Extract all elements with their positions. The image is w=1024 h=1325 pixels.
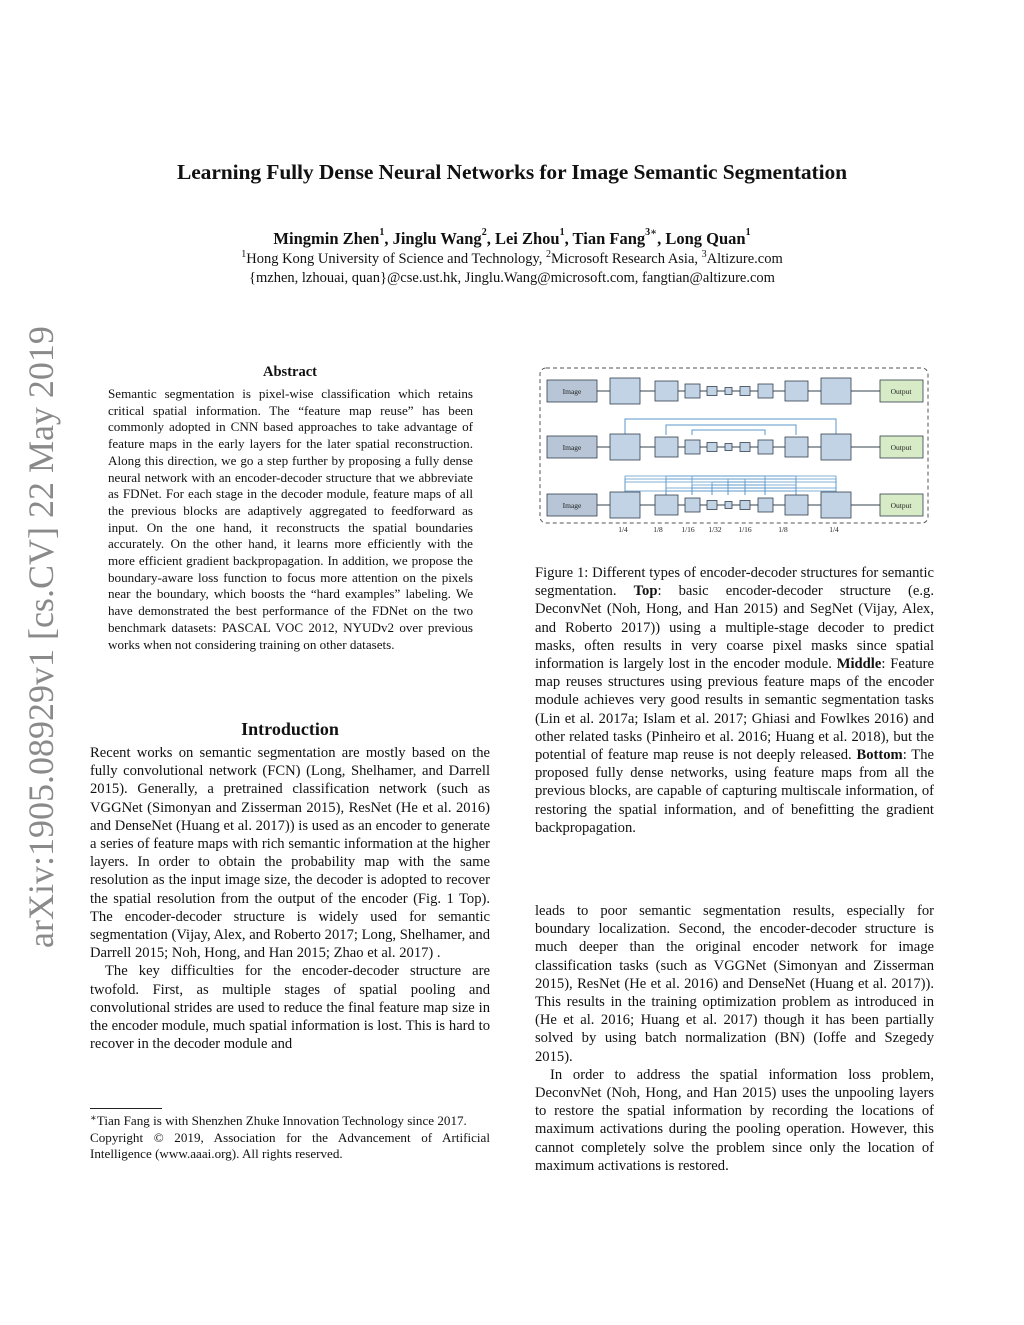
feature-map-block (785, 381, 808, 401)
footnote (90, 1113, 490, 1163)
skip-connection (692, 430, 765, 435)
author-name: Tian Fang (572, 229, 646, 248)
caption-text: : The proposed fully dense networks, using feature maps from all the previous blocks, are capable of capturing multiscale information, of restoring the spatial information, and of benefitting the gradient backpropagation. (535, 747, 934, 836)
feature-map-block (655, 381, 678, 401)
caption-text: Figure 1: Different types of encoder-decoder structures for semantic segmentation. (535, 565, 934, 600)
author-affiliation-mark: 1 (559, 227, 565, 238)
paragraph: The key difficulties for the encoder-decoder structure are twofold. First, as multiple stages of spatial pooling and convolutional strides are used to reduce the final feature map size in the encoder module, much spatial information is lost. This is hard to recover in the decoder module and (90, 963, 490, 1053)
author-affiliation-mark: 1 (379, 227, 385, 238)
skip-connection (625, 419, 836, 435)
copyright-icon: © (153, 1129, 164, 1145)
dense-connection (728, 488, 836, 495)
introduction-right-column (535, 902, 934, 1175)
output-label: Output (890, 501, 912, 510)
dense-connection (728, 479, 745, 495)
caption-keyword-middle: Middle (836, 656, 882, 673)
dense-connection (666, 479, 836, 495)
introduction-heading: Introduction (241, 719, 339, 739)
output-label: Output (890, 443, 912, 452)
abstract-heading: Abstract (263, 364, 317, 380)
feature-map-block (707, 443, 717, 452)
feature-map-block (821, 378, 851, 404)
diagram-row-bottom (547, 476, 923, 518)
feature-map-block (655, 437, 678, 457)
scale-labels (618, 525, 839, 534)
dense-connection (712, 482, 745, 495)
author-affiliation-mark: 3∗ (645, 227, 658, 238)
feature-map-block (610, 492, 640, 518)
feature-map-block (740, 501, 750, 510)
scale-label: 1/4 (618, 525, 628, 534)
diagram-row-middle (547, 419, 923, 460)
diagram-row-top (547, 378, 923, 404)
copyright-notice (90, 1130, 490, 1163)
paper-title: Learning Fully Dense Neural Networks for Image Semantic Segmentation (177, 160, 847, 184)
copyright-text: 2019, Association for the Advancement of Artificial Intelligence (www.aaai.org). All rights reserved. (90, 1129, 490, 1162)
author-name: Mingmin Zhen (273, 229, 380, 248)
feature-map-block (758, 384, 773, 398)
feature-map-block (707, 387, 717, 396)
feature-map-block (655, 495, 678, 515)
author-name: Long Quan (665, 229, 746, 248)
dense-connection (625, 479, 796, 495)
figure-1-diagram (535, 364, 933, 542)
copyright-prefix: Copyright (90, 1129, 154, 1145)
output-label: Output (890, 387, 912, 396)
affiliation-number: 1 (241, 249, 247, 260)
scale-label: 1/4 (829, 525, 839, 534)
feature-map-block (785, 437, 808, 457)
dense-connection (728, 482, 765, 495)
input-image-label: Image (562, 443, 582, 452)
arxiv-identifier-watermark: arXiv:1905.08929v1 [cs.CV] 22 May 2019 (21, 326, 61, 948)
affiliations (0, 251, 1024, 268)
dense-connection (712, 485, 765, 495)
feature-map-block (685, 440, 700, 454)
feature-map-block (707, 501, 717, 510)
scale-label: 1/8 (778, 525, 788, 534)
author-emails: {mzhen, lzhouai, quan}@cse.ust.hk, Jinglu.Wang@microsoft.com, fangtian@altizure.com (249, 270, 775, 286)
input-image-label: Image (562, 501, 582, 510)
dense-connection (625, 491, 745, 495)
abstract-text: Semantic segmentation is pixel-wise classification which retains critical spatial information. The “feature map reuse” has been commonly adopted in CNN based approaches to take advantage of feature maps in the early layers for the later spatial reconstruction. Along this direction, we go a step further by proposing a fully dense neural network with an encoder-decoder structure that we abbreviate as FDNet. For each stage in the decoder module, feature maps of all the previous blocks are adaptively aggregated to feedforward as input. On the one hand, it reconstructs the spatial boundaries accurately. On the other hand, it learns more efficiently with the more efficient gradient backpropagation. In addition, we propose the boundary-aware loss function to focus more attention on the pixels near the boundary, which boosts the “hard examples” labeling. We have demonstrated the best performance of the FDNet on the two benchmark datasets: PASCAL VOC 2012, NYUDv2 over previous works when not considering training on other datasets. (108, 386, 473, 652)
introduction-left-column (90, 744, 490, 1053)
dense-connection (712, 488, 796, 495)
caption-text: : basic encoder-decoder structure (e.g. DeconvNet (Noh, Hong, and Han 2015) and SegNet (Vijay, Alex, and Roberto 2017)) using a multiple-stage decoder to predict masks, often results in very coarse pixel masks since spatial information is largely lost in the encoder module. (535, 583, 934, 673)
footnote-text: Tian Fang is with Shenzhen Zhuke Innovation Technology since 2017. (96, 1113, 467, 1128)
dense-connection (728, 485, 796, 495)
dense-connection (625, 482, 836, 495)
feature-map-block (685, 384, 700, 398)
feature-map-block (758, 440, 773, 454)
paragraph: leads to poor semantic segmentation results, especially for boundary localization. Second, the encoder-decoder structure is much deeper than the original encoder network for image classification tasks (such as VGGNet (Simonyan and Zisserman 2015), ResNet (He et al. 2016) and DenseNet (Huang et al. 2017)). This results in the training optimization problem as introduced in (He et al. 2016; Huang et al. 2017) though it has been partially solved by using batch normalization (BN) (Ioffe and Szegedy 2015). (535, 903, 934, 1065)
dense-connection (692, 485, 745, 495)
feature-map-block (725, 388, 732, 395)
feature-map-block (740, 387, 750, 396)
dense-connection (666, 491, 765, 495)
affiliation-number: 3 (701, 249, 707, 260)
author-list: Mingmin Zhen$^1$, Jinglu Wang$^2$, Lei Zhou$^1$, Tian Fang$^{3∗}$, Long Quan$^1$ (273, 227, 751, 248)
caption-keyword-bottom: Bottom (856, 747, 903, 764)
scale-label: 1/8 (653, 525, 663, 534)
footnote-divider (90, 1108, 162, 1109)
affiliation-number: 2 (546, 249, 552, 260)
feature-map-block (610, 378, 640, 404)
feature-map-block (610, 434, 640, 460)
affiliation-text: Hong Kong University of Science and Technology, (246, 251, 543, 267)
dense-connection (666, 488, 745, 495)
affiliation-text: Microsoft Research Asia, (551, 251, 699, 267)
caption-text: : Feature map reuses structures using previous feature maps of the encoder module achieves very good results in semantic segmentation tasks (Lin et al. 2017a; Islam et al. 2017; Ghiasi and Fowlkes 2016) and other related tasks (Pinheiro et al. 2016; Huang et al. 2018), but the potential of feature map reuse is not deeply released. (535, 656, 934, 764)
affiliation-text: Altizure.com (706, 251, 783, 267)
dense-connection (712, 491, 836, 495)
figure-1-caption (535, 564, 934, 837)
author-affiliation-mark: 1 (745, 227, 751, 238)
caption-keyword-top: Top (633, 583, 658, 600)
dense-connection (692, 491, 796, 495)
author-name: Lei Zhou (494, 229, 560, 248)
scale-label: 1/16 (681, 525, 695, 534)
feature-map-block (685, 498, 700, 512)
feature-map-block (785, 495, 808, 515)
footnote-affiliation (90, 1113, 490, 1130)
paragraph: In order to address the spatial information loss problem, DeconvNet (Noh, Hong, and Han 2015) uses the unpooling layers to restore the spatial information by recording the locations of maximum activations during the pooling operation. However, this cannot completely solve the problem since only the location of maximum activations is restored. (535, 1066, 934, 1174)
encoder-decoder-rows (547, 378, 923, 518)
footnote-mark: ∗ (90, 1113, 97, 1124)
feature-map-block (740, 443, 750, 452)
feature-map-block (725, 502, 732, 509)
feature-map-block (758, 498, 773, 512)
feature-map-block (725, 444, 732, 451)
scale-label: 1/32 (708, 525, 722, 534)
author-affiliation-mark: 2 (481, 227, 487, 238)
paragraph: Recent works on semantic segmentation are mostly based on the fully convolutional network (FCN) (Long, Shelhamer, and Darrell 2015). Generally, a pretrained classification network (such as VGGNet (Simonyan and Zisserman 2015), ResNet (He et al. 2016) and DenseNet (Huang et al. 2017)) is used as an encoder to generate a series of feature maps with rich semantic information at the higher layers. In order to obtain the probability map with the same resolution as the input image size, the decoder is adopted to recover the spatial resolution from the output of the encoder (Fig. 1 Top). The encoder-decoder structure is widely used for semantic segmentation (Vijay, Alex, and Roberto 2017; Long, Shelhamer, and Darrell 2015; Noh, Hong, and Han 2015; Zhao et al. 2017) . (90, 745, 490, 962)
input-image-label: Image (562, 387, 582, 396)
feature-map-block (821, 434, 851, 460)
dense-connection (692, 488, 765, 495)
author-name: Jinglu Wang (392, 229, 482, 248)
feature-map-block (821, 492, 851, 518)
scale-label: 1/16 (738, 525, 752, 534)
